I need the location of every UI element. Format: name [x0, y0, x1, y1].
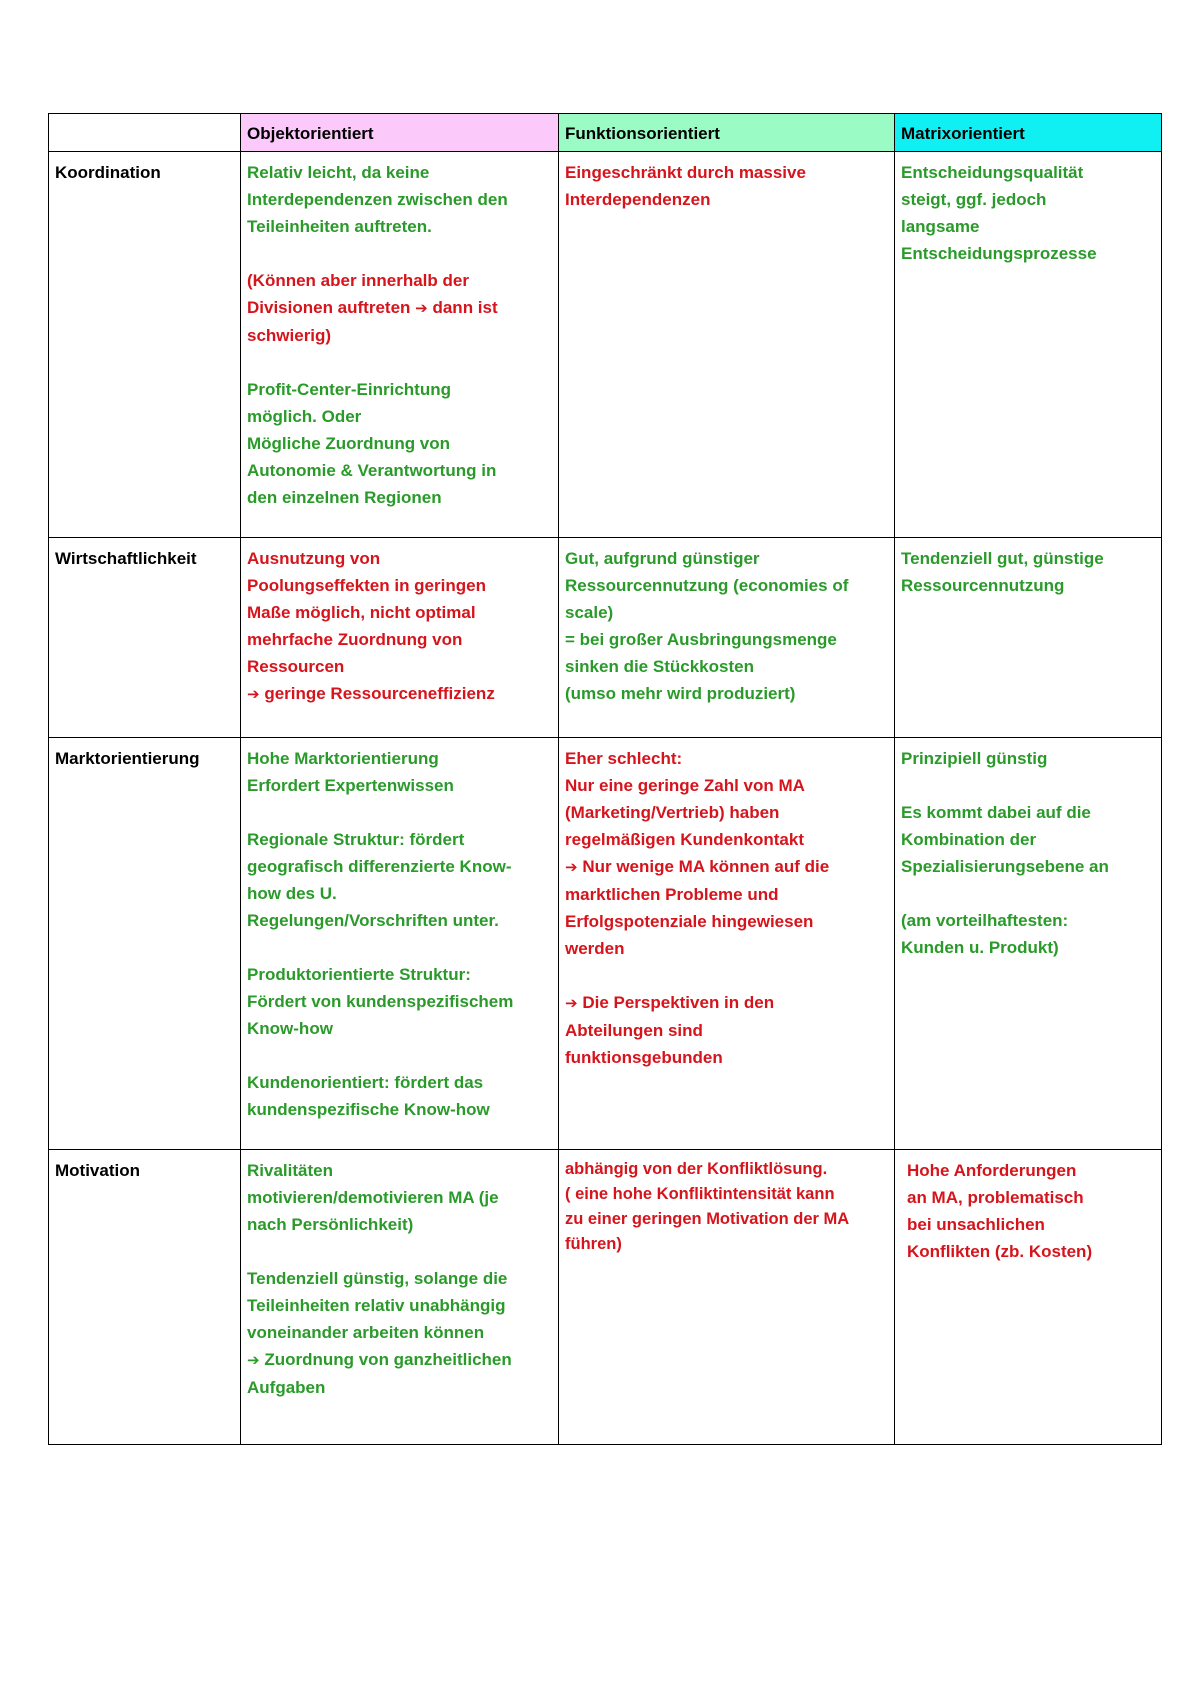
cell-marktorientierung-objekt	[241, 738, 559, 1150]
text-line: Interdependenzen	[565, 190, 711, 209]
row-wirtschaftlichkeit	[49, 538, 1162, 738]
text-line: Konflikten (zb. Kosten)	[907, 1242, 1093, 1261]
header-matrixorientiert: Matrixorientiert	[895, 114, 1162, 152]
row-koordination	[49, 152, 1162, 538]
text-line: Hohe Anforderungen	[907, 1161, 1077, 1180]
text-fragment: Divisionen auftreten	[247, 298, 411, 317]
header-objektorientiert: Objektorientiert	[241, 114, 559, 152]
text-line: Kunden u. Produkt)	[901, 938, 1059, 957]
text-line: führen)	[565, 1235, 622, 1253]
text-line: Profit-Center-Einrichtung	[247, 380, 451, 399]
text-line: Nur eine geringe Zahl von MA	[565, 776, 805, 795]
text-line: sinken die Stückkosten	[565, 657, 754, 676]
text-line	[565, 989, 888, 1017]
text-line: Produktorientierte Struktur:	[247, 965, 471, 984]
text-line: an MA, problematisch	[907, 1188, 1084, 1207]
text-line: Teileinheiten relativ unabhängig	[247, 1296, 506, 1315]
cell-wirtschaftlichkeit-matrix	[895, 538, 1162, 738]
text-line: ( eine hohe Konfliktintensität kann	[565, 1185, 835, 1203]
text-line: Mögliche Zuordnung von	[247, 434, 451, 453]
row-marktorientierung	[49, 738, 1162, 1150]
text-fragment: Zuordnung von ganzheitlichen	[264, 1350, 512, 1369]
text-line: marktlichen Probleme und	[565, 885, 779, 904]
text-line: (umso mehr wird produziert)	[565, 684, 796, 703]
text-line: Poolungseffekten in geringen	[247, 576, 486, 595]
text-line: Rivalitäten	[247, 1161, 333, 1180]
text-line: scale)	[565, 603, 614, 622]
text-line: Abteilungen sind	[565, 1021, 703, 1040]
cell-motivation-matrix	[895, 1150, 1162, 1445]
text-line: Tendenziell gut, günstige	[901, 549, 1104, 568]
text-line: langsame	[901, 217, 980, 236]
text-line: Aufgaben	[247, 1378, 326, 1397]
text-line: Prinzipiell günstig	[901, 749, 1048, 768]
text-line: Kundenorientiert: fördert das	[247, 1073, 484, 1092]
arrow-right-icon: ➔	[415, 299, 428, 317]
text-line: Regionale Struktur: fördert	[247, 830, 465, 849]
text-fragment: dann ist	[432, 298, 498, 317]
cell-marktorientierung-matrix	[895, 738, 1162, 1150]
text-line: Know-how	[247, 1019, 333, 1038]
text-line	[247, 680, 552, 708]
text-line	[247, 1346, 552, 1374]
header-empty-cell	[49, 114, 241, 152]
text-line: Tendenziell günstig, solange die	[247, 1269, 508, 1288]
row-motivation	[49, 1150, 1162, 1445]
text-line: Erfordert Expertenwissen	[247, 776, 454, 795]
arrow-right-icon: ➔	[565, 858, 578, 876]
row-label-marktorientierung: Marktorientierung	[49, 738, 241, 1150]
cell-koordination-matrix	[895, 152, 1162, 538]
text-line: regelmäßigen Kundenkontakt	[565, 830, 804, 849]
text-line: Gut, aufgrund günstiger	[565, 549, 760, 568]
text-fragment: Nur wenige MA können auf die	[582, 857, 830, 876]
text-line: werden	[565, 939, 625, 958]
cell-marktorientierung-funktion	[559, 738, 895, 1150]
arrow-right-icon: ➔	[247, 685, 260, 703]
header-row	[49, 114, 1162, 152]
row-label-motivation: Motivation	[49, 1150, 241, 1445]
text-line: den einzelnen Regionen	[247, 488, 442, 507]
text-line: how des U.	[247, 884, 337, 903]
text-line: Fördert von kundenspezifischem	[247, 992, 514, 1011]
text-line: Interdependenzen zwischen den	[247, 190, 508, 209]
text-line: Entscheidungsqualität	[901, 163, 1084, 182]
text-line: Teileinheiten auftreten.	[247, 217, 432, 236]
text-line: Regelungen/Vorschriften unter.	[247, 911, 499, 930]
text-line: zu einer geringen Motivation der MA	[565, 1210, 850, 1228]
text-line: = bei großer Ausbringungsmenge	[565, 630, 837, 649]
cell-koordination-funktion	[559, 152, 895, 538]
text-line: (Marketing/Vertrieb) haben	[565, 803, 780, 822]
text-line: Ressourcennutzung (economies of	[565, 576, 849, 595]
text-line: schwierig)	[247, 326, 332, 345]
text-line: abhängig von der Konfliktlösung.	[565, 1160, 828, 1178]
text-line: Relativ leicht, da keine	[247, 163, 430, 182]
text-line: (Können aber innerhalb der	[247, 271, 469, 290]
row-label-wirtschaftlichkeit: Wirtschaftlichkeit	[49, 538, 241, 738]
text-line: Maße möglich, nicht optimal	[247, 603, 476, 622]
text-line: steigt, ggf. jedoch	[901, 190, 1047, 209]
text-line: Kombination der	[901, 830, 1037, 849]
text-line: kundenspezifische Know-how	[247, 1100, 490, 1119]
text-line: Ressourcen	[247, 657, 345, 676]
text-line: geografisch differenzierte Know-	[247, 857, 512, 876]
text-fragment: geringe Ressourceneffizienz	[264, 684, 495, 703]
text-line: Erfolgspotenziale hingewiesen	[565, 912, 814, 931]
text-line: Eingeschränkt durch massive	[565, 163, 806, 182]
text-line	[565, 853, 888, 881]
row-label-koordination: Koordination	[49, 152, 241, 538]
text-line: bei unsachlichen	[907, 1215, 1045, 1234]
text-line: Autonomie & Verantwortung in	[247, 461, 497, 480]
text-line: Spezialisierungsebene an	[901, 857, 1109, 876]
cell-motivation-objekt	[241, 1150, 559, 1445]
text-line: motivieren/demotivieren MA (je	[247, 1188, 499, 1207]
text-line: Es kommt dabei auf die	[901, 803, 1091, 822]
text-line: Ressourcennutzung	[901, 576, 1065, 595]
text-fragment: Die Perspektiven in den	[582, 993, 775, 1012]
cell-wirtschaftlichkeit-objekt	[241, 538, 559, 738]
cell-koordination-objekt	[241, 152, 559, 538]
text-line: möglich. Oder	[247, 407, 362, 426]
text-line: (am vorteilhaftesten:	[901, 911, 1069, 930]
arrow-right-icon: ➔	[247, 1351, 260, 1369]
text-line	[247, 294, 552, 322]
text-line: Entscheidungsprozesse	[901, 244, 1097, 263]
text-line: Hohe Marktorientierung	[247, 749, 439, 768]
text-line: Eher schlecht:	[565, 749, 683, 768]
cell-wirtschaftlichkeit-funktion	[559, 538, 895, 738]
text-line: Ausnutzung von	[247, 549, 381, 568]
cell-motivation-funktion	[559, 1150, 895, 1445]
text-line: mehrfache Zuordnung von	[247, 630, 463, 649]
header-funktionsorientiert: Funktionsorientiert	[559, 114, 895, 152]
organization-comparison-table	[48, 113, 1162, 1445]
text-line: funktionsgebunden	[565, 1048, 723, 1067]
text-line: voneinander arbeiten können	[247, 1323, 485, 1342]
arrow-right-icon: ➔	[565, 994, 578, 1012]
text-line: nach Persönlichkeit)	[247, 1215, 414, 1234]
